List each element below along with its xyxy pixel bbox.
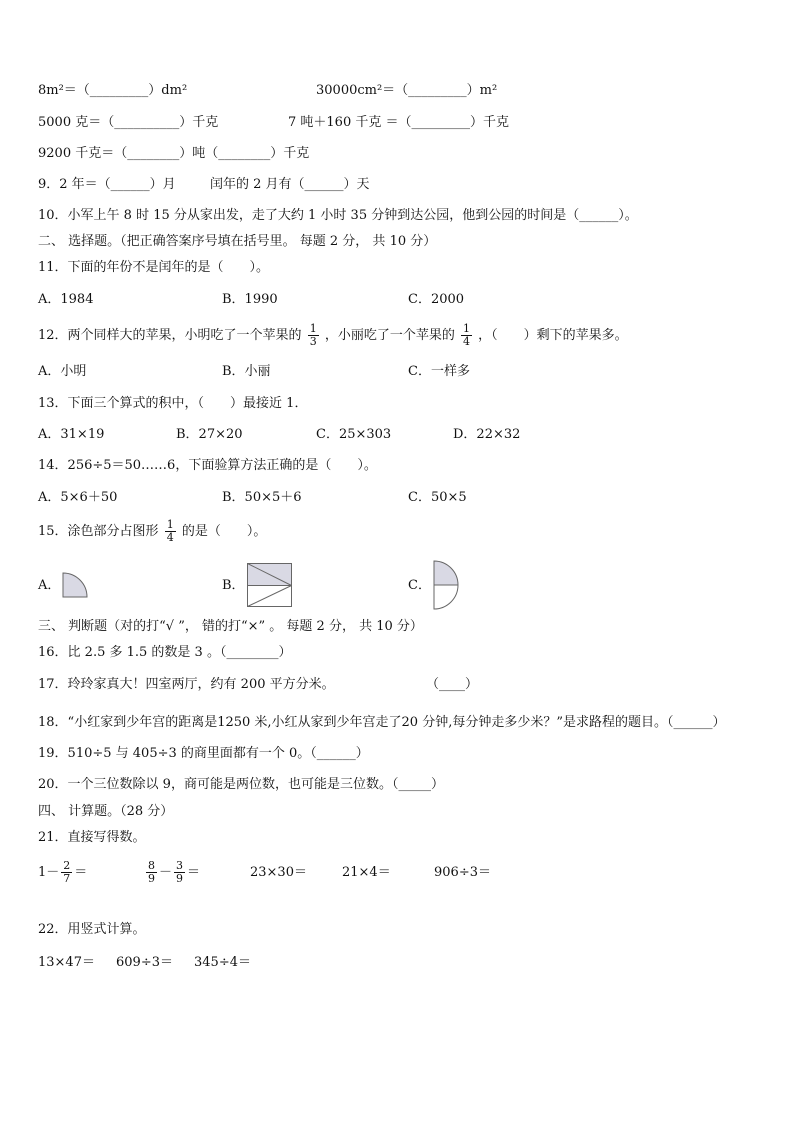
fraction-eight-ninths: $\frac{8}{9}$ xyxy=(148,859,155,885)
q21-expression-4: 21×4＝ xyxy=(342,865,391,880)
q14-option-a: A．5×6＋50 xyxy=(38,490,118,505)
q14-option-c: C．50×5 xyxy=(408,490,467,505)
question-20: 20．一个三位数除以 9，商可能是两位数，也可能是三位数。（_____） xyxy=(38,777,444,792)
section-2-heading: 二、 选择题。（把正确答案序号填在括号里。 每题 2 分， 共 10 分） xyxy=(38,234,437,249)
quarter-circle-shape-a xyxy=(62,572,88,598)
q-unit-conversion-1: 8m²＝（_________）dm² xyxy=(38,83,188,98)
q12-option-a: A．小明 xyxy=(38,364,87,379)
question-16: 16．比 2.5 多 1.5 的数是 3 。（________） xyxy=(38,645,292,660)
q-unit-conversion-3: 5000 克＝（__________）千克 xyxy=(38,115,219,130)
section-3-heading: 三、 判断题（对的打“√ ”， 错的打“×” 。 每题 2 分， 共 10 分） xyxy=(38,619,423,634)
question-21-title: 21．直接写得数。 xyxy=(38,830,146,845)
q11-option-c: C．2000 xyxy=(408,292,465,307)
question-17: 17．玲玲家真大！四室两厅，约有 200 平方分米。 xyxy=(38,677,335,692)
q21-expression-5: 906÷3＝ xyxy=(434,865,491,880)
semicircle-shape-c xyxy=(433,560,461,610)
q12-stem-post: ，（ ）剩下的苹果多。 xyxy=(478,328,628,343)
q21-expression-2: $\frac{8}{9}$ － $\frac{3}{9}$ ＝ xyxy=(148,859,201,885)
question-10: 10．小军上午 8 时 15 分从家出发，走了大约 1 小时 35 分钟到达公园，他到公园的时间是（______）。 xyxy=(38,208,638,223)
fraction-one-third: $\frac{1}{3}$ xyxy=(309,322,317,348)
fraction-three-ninths: $\frac{3}{9}$ xyxy=(176,859,184,885)
q12-stem-mid: ，小丽吃了一个苹果的 xyxy=(324,328,455,343)
q13-option-c: C．25×303 xyxy=(316,427,392,442)
q22-expression-2: 609÷3＝ xyxy=(116,955,173,970)
question-13: 13．下面三个算式的积中，（ ）最接近 1． xyxy=(38,396,308,411)
q13-option-b: B．27×20 xyxy=(176,427,243,442)
question-11: 11．下面的年份不是闰年的是（ ）。 xyxy=(38,260,270,275)
question-22-title: 22．用竖式计算。 xyxy=(38,922,146,937)
q15-option-a-label: A． xyxy=(38,578,61,593)
question-9-right: 闰年的 2 月有（______）天 xyxy=(210,177,370,192)
q12-option-b: B．小丽 xyxy=(222,364,271,379)
q11-option-b: B．1990 xyxy=(222,292,278,307)
q21-expression-3: 23×30＝ xyxy=(250,865,307,880)
q21-expression-1: 1－ $\frac{2}{7}$ ＝ xyxy=(38,859,88,885)
q-unit-conversion-4: 7 吨＋160 千克 ＝（_________）千克 xyxy=(288,115,509,130)
q17-answer-blank: （____） xyxy=(426,677,479,692)
q12-option-c: C．一样多 xyxy=(408,364,470,379)
q15-stem-post: 的是（ ）。 xyxy=(181,524,267,539)
q15-stem-pre: 15．涂色部分占图形 xyxy=(38,524,159,539)
square-shape-b xyxy=(247,563,293,608)
fraction-two-sevenths: $\frac{2}{7}$ xyxy=(63,859,71,885)
q13-option-d: D．22×32 xyxy=(453,427,521,442)
q13-option-a: A．31×19 xyxy=(38,427,105,442)
q-unit-conversion-5: 9200 千克＝（________）吨（________）千克 xyxy=(38,146,310,161)
q14-option-b: B．50×5＋6 xyxy=(222,490,302,505)
q-unit-conversion-2: 30000cm²＝（_________）m² xyxy=(316,83,498,98)
q11-option-a: A．1984 xyxy=(38,292,94,307)
question-9-left: 9．2 年＝（______）月 xyxy=(38,177,176,192)
fraction-one-quarter-q15: $\frac{1}{4}$ xyxy=(166,518,174,544)
q15-option-c-label: C． xyxy=(408,578,431,593)
section-4-heading: 四、 计算题。（28 分） xyxy=(38,804,174,819)
question-18: 18．“小红家到少年宫的距离是1250 米,小红从家到少年宫走了20 分钟,每分钟走多少米？”是求路程的题目。（______） xyxy=(38,715,726,730)
q12-stem-pre: 12．两个同样大的苹果，小明吃了一个苹果的 xyxy=(38,328,302,343)
q22-expression-3: 345÷4＝ xyxy=(194,955,251,970)
q22-expression-1: 13×47＝ xyxy=(38,955,95,970)
q15-option-b-label: B． xyxy=(222,578,245,593)
question-19: 19．510÷5 与 405÷3 的商里面都有一个 0。（______） xyxy=(38,746,369,761)
question-15 xyxy=(38,518,266,546)
question-12 xyxy=(38,322,628,350)
fraction-one-quarter: $\frac{1}{4}$ xyxy=(462,322,470,348)
question-14: 14．256÷5＝50……6，下面验算方法正确的是（ ）。 xyxy=(38,458,377,473)
